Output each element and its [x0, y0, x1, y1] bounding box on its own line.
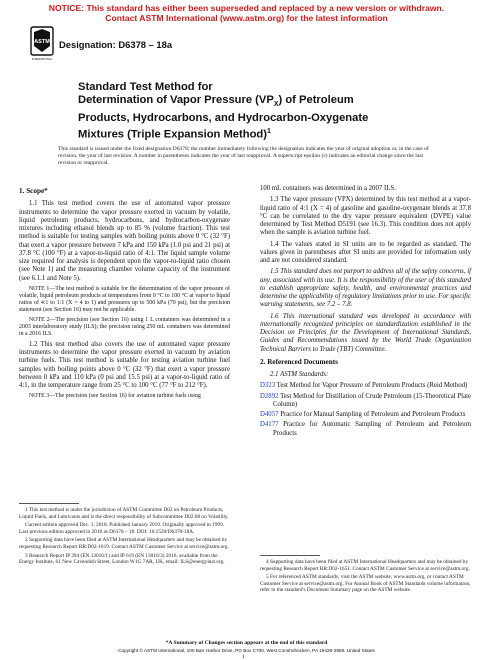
document-title: [78, 81, 438, 142]
scope-heading: 1. Scope*: [19, 187, 48, 195]
para-1-2: 1.2 This test method also covers the use of automated vapor pressure instruments to determine the vapor pressure exerted in vacuum by aviation turbine fuels. This test method is suitable for testing aviation turbine fuel samples with boiling points above 0 °C (32 °F) that exert a vapor pressure between 0 kPa and 110 kPa (0 psi and 15.5 psi) at a vapor-to-liquid ratio of 4:1, in the temperature range from 25 °C to 100 °C (77 °F to 212 °F).: [19, 340, 230, 389]
reference-code-link[interactable]: D323: [260, 382, 276, 390]
reference-code-link[interactable]: D2892: [260, 392, 279, 400]
note-1: NOTE 1—The test method is suitable for the determination of the vapor pressure of volatile, liquid petroleum products at temperatures from 0 °C to 100 °C at vapor to liquid ratios of 4:1 to 1:1 (X = 4 to 1) and pressures up to 500 kPa (70 psi), but the precision statement (see Section 16) may not be applicable.: [19, 285, 230, 313]
issuance-note: This standard is issued under the fixed designation D6378; the number immediately following the designation indicates the year of original adoption or, in the case of revision, the year of last revision. A number in parentheses indicates the year of last reapproval. A superscript epsilon (ε) indicates an editorial change since the last revision or reapproval.: [58, 146, 429, 166]
title-line-2: Determination of Vapor Pressure $(VP_X)$ of Petroleum: [78, 94, 354, 109]
svg-text:INTERNATIONAL: INTERNATIONAL: [31, 58, 53, 61]
reference-title: Test Method for Vapor Pressure of Petroleum Products (Reid Method): [275, 382, 468, 390]
note-3-continued: 100 mL containers was determined in a 2007 ILS.: [260, 185, 396, 192]
astm-logo: [30, 26, 54, 62]
reference-item: [260, 421, 471, 438]
note-2: NOTE 2—The precision (see Section 16) using 1 L containers was determined in a 2003 interlaboratory study (ILS); the precision using 250 mL containers was determined in a 2016 ILS.: [19, 316, 230, 337]
title-line-1: Standard Test Method for: [78, 81, 213, 93]
title-line-4: Mixtures (Triple Expansion Method)$^1$: [78, 128, 271, 141]
reference-title: Test Method for Distillation of Crude Petroleum (15-Theoretical Plate Column): [273, 392, 471, 408]
para-1-1: 1.1 This test method covers the use of automated vapor pressure instruments to determine the vapor pressure exerted in vacuum by volatile, liquid petroleum products, hydrocarbons, and hydrocarbon-oxygenate mixtures including ethanol blends up to 85 % (volume fraction). This test method is suitable for testing samples with boiling points above 0 °C (32 °F) that exert a vapor pressure between 7 kPa and 150 kPa (1.0 psi and 21 psi) at 37.8 °C (100 °F) at a vapor-to-liquid ratio of 4:1. The liquid sample volume size required for analysis is dependent upon the vapor-to-liquid ratio chosen (see Note 1) and the measuring chamber volume capacity of the instrument (see 6.1.1 and Note 5).: [19, 200, 230, 282]
footnote-rule-left: [19, 503, 79, 504]
summary-of-changes: *A Summary of Changes section appears at the end of this standard: [165, 640, 328, 646]
notice-banner: [0, 3, 493, 23]
footnote-5: 5 For referenced ASTM standards, visit the ASTM website, www.astm.org, or contact ASTM Customer Service at service@astm.org. For Annual Book of ASTM Standards volume information, refer to the standard's Document Summary page on the ASTM website.: [260, 574, 471, 594]
referenced-docs-heading: 2. Referenced Documents: [260, 357, 338, 366]
designation: Designation: D6378 – 18a: [59, 39, 173, 50]
footnote-3: 3 Research Report IP 394 (EN 13016/1) and IP 619 (EN 13016/3) 2016, available from the Energy Institute, 61 New Cavendish Street, London W1G 7AR, UK, email: ILS@energyinst.org.: [19, 552, 225, 566]
note-3: NOTE 3—The precision (see Section 16) for aviation turbine fuels using: [29, 393, 201, 400]
notice-line-1: NOTICE: This standard has either been superseded and replaced by a new version or withdrawn.: [48, 3, 445, 13]
reference-list: [260, 382, 471, 438]
reference-code-link[interactable]: D4057: [260, 411, 279, 418]
footnote-1: 1 This test method is under the jurisdiction of ASTM Committee D02 on Petroleum Products, Liquid Fuels, and Lubricants and is the direct responsibility of Subcommittee D02.08 on Volatility.: [19, 507, 229, 520]
footnotes-right: [260, 559, 471, 596]
footnote-rule-right: [260, 555, 320, 556]
title-line-3: Products, Hydrocarbons, and Hydrocarbon-Oxygenate: [78, 111, 369, 124]
footnote-2: 2 Supporting data have been filed at ASTM International Headquarters and may be obtained by requesting Research Report RR:D02-1619. Contact ASTM Customer Service at service@astm.org.: [19, 537, 229, 550]
footnote-4: 4 Supporting data have been filed at ASTM International Headquarters and may be obtained by requesting Research Report RR:D02-1651. Contact ASTM Customer Service at service@astm.org.: [260, 559, 470, 572]
para-1-3: 1.3 The vapor pressure (VPX) determined by this test method at a vapor-liquid ratio of 4:1 (X = 4) of gasoline and gasoline-oxygenate blends at 37.8 °C can be correlated to the dry vapor pressure equivalent (DVPE) value determined by Test Method D5191 (see 16.3). This condition does not apply when the sample is aviation turbine fuel.: [260, 196, 471, 237]
para-1-4: 1.4 The values stated in SI units are to be regarded as standard. The values given in parentheses after SI units are provided for information only and are not considered standard.: [260, 240, 471, 264]
para-1-6: 1.6 This international standard was developed in accordance with internationally recognized principles on standardization established in the Decision on Principles for the Development of International Standards, Guides and Recommendations issued by the World Trade Organization Technical Barriers to Trade (TBT) Committee.: [260, 312, 471, 353]
footnote-1-edition: Current edition approved Dec. 1, 2018. Published January 2019. Originally approved in 1999. Last previous edition approved in 2018 as D6378 – 18. DOI: 10.1520/D6378-18A.: [19, 522, 225, 535]
reference-item: [260, 393, 471, 410]
reference-title: Practice for Manual Sampling of Petroleum and Petroleum Products: [278, 411, 466, 418]
reference-code-link[interactable]: D4177: [260, 421, 279, 429]
copyright: Copyright © ASTM International, 100 Barr Harbor Drive, PO Box C700, West Conshohocken, PA 19428-2959. United States: [118, 648, 375, 653]
footnotes-left: [19, 507, 230, 568]
reference-item: [260, 382, 471, 390]
left-column: [19, 187, 230, 403]
svg-text:ASTM: ASTM: [34, 39, 50, 45]
astm-standards-label: 2.1 ASTM Standards:: [270, 371, 329, 378]
reference-title: Practice for Automatic Sampling of Petroleum and Petroleum Products: [273, 421, 471, 437]
right-column: [260, 185, 471, 440]
notice-line-2: Contact ASTM International (www.astm.org) for the latest information: [105, 13, 388, 23]
page-number: 1: [242, 654, 245, 660]
para-1-5: 1.5 This standard does not purport to address all of the safety concerns, if any, associated with its use. It is the responsibility of the user of this standard to establish appropriate safety, health, and environmental practices and determine the applicability of regulatory limitations prior to use. For specific warning statements, see 7.2 – 7.8.: [260, 268, 471, 309]
reference-item: [260, 411, 471, 419]
